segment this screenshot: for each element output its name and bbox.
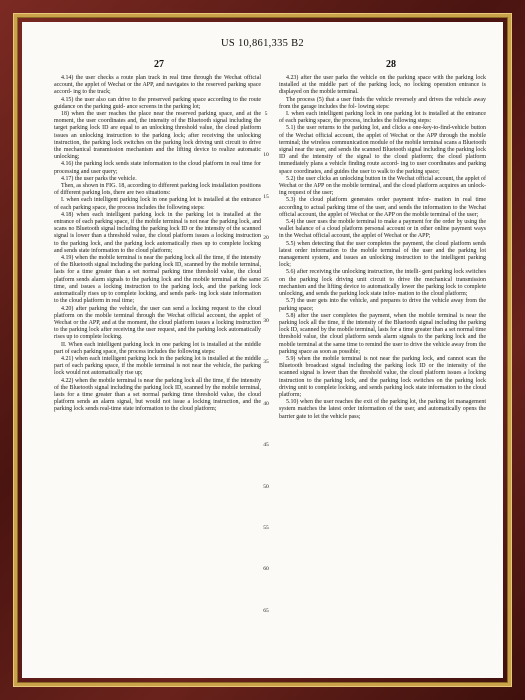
paragraph: Then, as shown in FIG. 18, according to different parking lock installation positions of different parking lots, there are two situations: <box>54 183 261 197</box>
paragraph: 5.2) the user clicks an unlocking button in the Wechat official account, the applet of Wechat or the APP on the mobile terminal, and the cloud platform acquires an unlock- ing request of the user; <box>279 175 486 197</box>
patent-number-header: US 10,861,335 B2 <box>221 38 304 49</box>
paragraph: 5.3) the cloud platform generates order payment infor- mation in real time according to actual parking time of the user, and sends the information to the Wechat official account, the applet of Wechat or the APP on the mobile terminal of the user; <box>279 197 486 218</box>
paragraph: 5.5) when detecting that the user completes the payment, the cloud platform sends latest order information to the mobile terminal of the user and the parking lot management system, and issues an unlocking instruction to the intelligent parking lock; <box>279 240 486 269</box>
paragraph: 4.19) when the mobile terminal is near the parking lock all the time, if the intensity of the Bluetooth signal including the parking lock ID, scanned by the mobile terminal, lasts for a time greater than a set normal parking time threshold value, the cloud platform sends alarm signals to the parking lock and the mobile terminal at the same time, and issues a locking instruction to the parking lock, and the parking lock automatically rises up to complete locking, and sends park- ing lock state information to the cloud platform in real time; <box>54 255 261 305</box>
paragraph: 4.17) the user parks the vehicle. <box>61 175 137 182</box>
line-number: 20 <box>263 235 269 242</box>
line-number: 10 <box>263 152 269 159</box>
paragraph: 5.1) the user returns to the parking lot, and clicks a one-key-to-find-vehicle button of the Wechat official account, the applet of Wechat or the APP through the mobile terminal; the wireless communication module of the mobile terminal scans a Bluetooth signal near the user, and sends the scanned Bluetooth signal including the parking lock ID and the intensity of the signal to the cloud platform; the cloud platform immediately plans a vehicle finding route accord- ing to user coordinates and parking space coordinates, and guides the user to walk to the parking space; <box>279 125 486 175</box>
line-number: 45 <box>263 442 269 449</box>
paragraph: 4.14) the user checks a route plan track in real time through the Wechat official account, the applet of Wechat or the APP, and navigates to the reserved parking space accord- ing to the track; <box>54 75 261 96</box>
line-number-gutter <box>259 75 277 675</box>
paragraph: The process (5) that a user finds the vehicle reversely and drives the vehicle away from the garage includes the fol- lowing steps: <box>279 96 486 110</box>
paragraph: 18) when the user reaches the place near the reserved parking space, and at the moment, the user coordinates and, the intensity of the Bluetooth signal including the target parking lock ID are equal to an unlocking threshold value, the cloud platform issues an unlocking instruction to the parking lock; after receiving the unlocking instruction, the parking lock switches on the parking lock driving unit circuit to drive the mechanical transmission mechanism and the lifting device to realize automatic unlocking; <box>54 111 261 161</box>
paragraph: 5.9) when the mobile terminal is not near the parking lock, and cannot scan the Bluetooth broadcast signal including the parking lock ID or the intensity of the scanned signal is lower than the threshold value, the cloud platform issues a locking instruction to the parking lock, and the parking lock switches on the parking lock driving unit to complete locking, and sends parking lock state information to the cloud platform; <box>279 355 486 398</box>
paragraph: 4.23) after the user parks the vehicle on the parking space with the parking lock installed at the middle part of the parking lock, no locking operation entrance is displayed on the mobile terminal. <box>279 75 486 96</box>
line-number: 40 <box>263 400 269 407</box>
paragraph: 4.18) when each intelligent parking lock in the parking lot is installed at the entrance of each parking space, if the mobile terminal is not near the parking lock, and scans no Bluetooth signal including the parking lock ID or the intensity of the scanned signal is lower than a threshold value, the cloud platform issues a locking instruction to the parking lock, and the parking lock automatically rises up to complete locking and sends state information to the cloud platform; <box>54 211 261 254</box>
line-number: 15 <box>263 193 269 200</box>
line-number: 60 <box>263 566 269 573</box>
paragraph: I. when each intelligent parking lock in one parking lot is installed at the entrance of each parking space, the process includes the following steps: <box>54 197 261 211</box>
paragraph: 4.21) when each intelligent parking lock in the parking lot is installed at the middle part of each parking space, if the mobile terminal is not near the vehicle, the parking lock would not automatically rise up; <box>54 355 261 377</box>
paragraph: I. when each intelligent parking lock in one parking lot is installed at the entrance of each parking space, the process, includes the following steps: <box>279 111 486 125</box>
line-number: 25 <box>263 276 269 283</box>
paragraph: 5.8) after the user completes the payment, when the mobile terminal is near the parking lock all the time, if the intensity of the Bluetooth signal including the parking lock ID, scanned by the mobile terminal, lasts for a time greater than a set normal time threshold value, the cloud platform sends alarm signals to the parking lock and the mobile terminal at the same time to remind the user to drive the vehicle away from the parking space as soon as possible; <box>279 312 486 355</box>
line-number: 65 <box>263 607 269 614</box>
patent-page <box>22 22 503 678</box>
paragraph: 4.22) when the mobile terminal is near the parking lock all the time, if the intensity of the Bluetooth signal including the parking lock ID, scanned by the mobile terminal, lasts for a time greater than a set normal parking time threshold value, the cloud platform sends an alarm signal, but would not issue a locking instruction, and the parking lock sends real-time state information to the cloud platform; <box>54 377 261 413</box>
line-number: 5 <box>264 111 268 117</box>
left-text-column <box>54 75 261 414</box>
right-column-number: 28 <box>386 59 396 70</box>
left-column-number: 27 <box>154 59 164 70</box>
line-number: 35 <box>263 359 269 366</box>
paragraph: 4.15) the user also can drive to the preserved parking space according to the route guidance on the parking guid- ance screens in the parking lot; <box>54 96 261 110</box>
line-number: 55 <box>263 525 269 531</box>
paragraph: 4.20) after parking the vehicle, the user can send a locking request to the cloud platform on the mobile terminal through the Wechat official account, the applet of Wechat or the APP, and at the moment, the cloud platform issues a locking instruction to the parking lock after receiving the user request, and the parking lock automatically rises up to complete locking. <box>54 305 261 341</box>
paragraph: 5.7) the user gets into the vehicle, and prepares to drive the vehicle away from the parking space; <box>279 298 486 312</box>
line-number: 50 <box>263 483 269 490</box>
right-text-column <box>279 75 486 421</box>
paragraph: 5.6) after receiving the unlocking instruction, the intelli- gent parking lock switches on the parking lock driving unit circuit to drive the mechanical transmission mechanism and the lifting device to automatically lower the parking lock to complete unlocking, and sends the parking lock state infor- mation to the cloud platform; <box>279 269 486 298</box>
paragraph: 5.4) the user uses the mobile terminal to make a payment for the order by using the wallet balance of a cloud platform personal account or in other online payment ways in the Wechat official account, the applet of Wechat or the APP; <box>279 219 486 240</box>
paragraph: 4.16) the parking lock sends state information to the cloud platform in real time for processing and user query; <box>54 161 261 175</box>
paragraph: II. When each intelligent parking lock in one parking lot is installed at the middle part of each parking space, the process includes the following steps: <box>54 341 261 355</box>
paragraph: 5.10) when the user reaches the exit of the parking lot, the parking lot management system matches the latest order information of the user, and automatically opens the barrier gate to let the vehicle pass; <box>279 399 486 420</box>
line-number: 30 <box>263 318 269 324</box>
